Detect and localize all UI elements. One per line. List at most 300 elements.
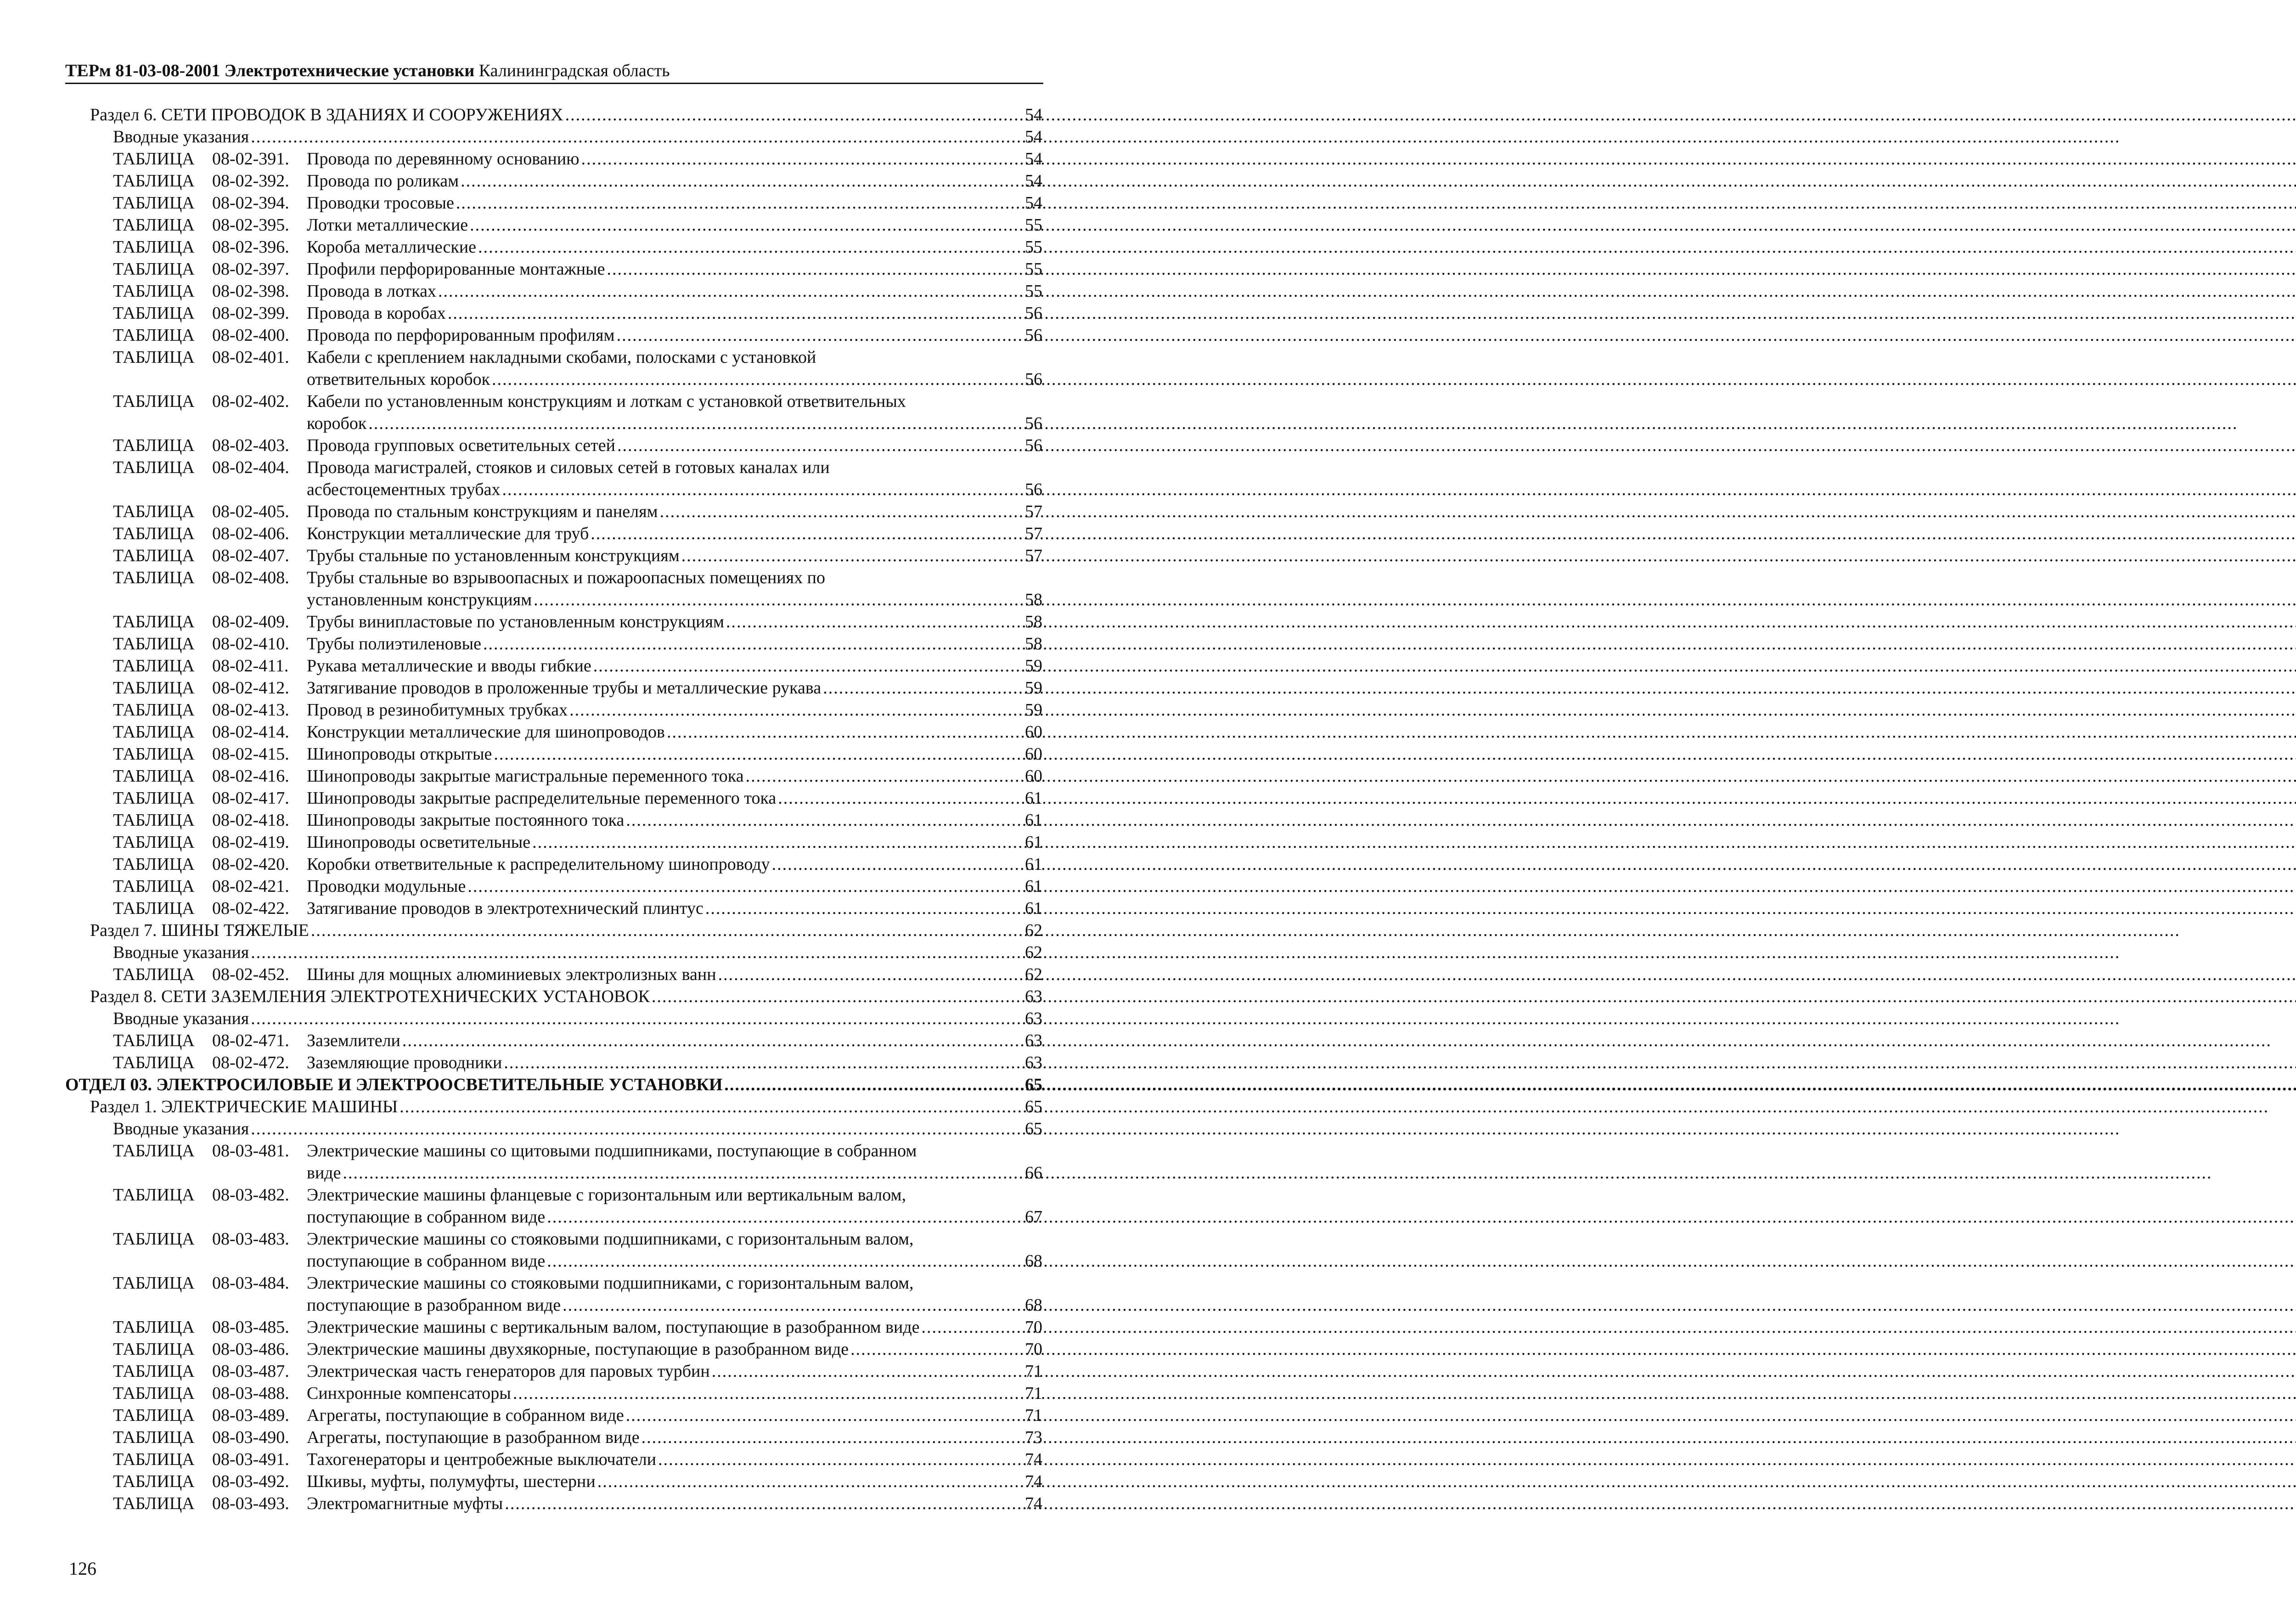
page-ref: 54	[1025, 171, 1042, 191]
table-label: ТАБЛИЦА	[113, 1229, 195, 1249]
table-label: ТАБЛИЦА	[113, 436, 195, 455]
toc-table-entry[interactable]	[307, 148, 1042, 170]
dot-leader	[494, 743, 1023, 765]
table-code: 08-02-407.	[212, 546, 289, 565]
toc-table-entry[interactable]	[307, 412, 1042, 434]
toc-table-entry[interactable]	[307, 523, 1042, 545]
table-code: 08-03-492.	[212, 1472, 289, 1491]
toc-table-entry-text: Синхронные компенсаторы	[307, 1384, 511, 1403]
toc-table-entry-text: Провода групповых осветительных сетей	[307, 436, 615, 455]
table-label: ТАБЛИЦА	[113, 1494, 195, 1513]
dot-leader	[513, 1382, 1023, 1404]
toc-section-text: Раздел 8. СЕТИ ЗАЗЕМЛЕНИЯ ЭЛЕКТРОТЕХНИЧЕСКИХ УСТАНОВОК	[90, 987, 650, 1006]
toc-table-entry[interactable]	[307, 236, 1042, 258]
dot-leader	[746, 765, 1023, 787]
dot-leader	[532, 831, 1023, 853]
page-ref: 57	[1025, 502, 1042, 521]
page-ref: 61	[1025, 811, 1042, 830]
table-label: ТАБЛИЦА	[113, 789, 195, 808]
page-ref: 56	[1025, 304, 1042, 323]
page-ref: 56	[1025, 480, 1042, 499]
toc-table-entry-text: поступающие в собранном виде	[307, 1251, 546, 1271]
page-number: 126	[69, 1558, 96, 1579]
page-ref: 65	[1025, 1119, 1042, 1138]
toc-table-entry-text: Трубы винипластовые по установленным конструкциям	[307, 612, 725, 631]
dot-leader	[400, 1096, 1023, 1118]
table-code: 08-03-489.	[212, 1406, 289, 1425]
toc-table-entry[interactable]	[307, 214, 1042, 236]
table-code: 08-03-485.	[212, 1318, 289, 1337]
toc-table-entry[interactable]	[307, 875, 1042, 897]
toc-table-entry-text: Короба металлические	[307, 237, 477, 257]
table-label: ТАБЛИЦА	[113, 1428, 195, 1447]
toc-table-entry[interactable]	[307, 787, 1042, 809]
table-label: ТАБЛИЦА	[113, 171, 195, 191]
dot-leader	[778, 787, 1023, 809]
dot-leader	[502, 479, 1023, 501]
table-label: ТАБЛИЦА	[113, 1362, 195, 1381]
dot-leader	[534, 589, 1023, 611]
table-label: ТАБЛИЦА	[113, 634, 195, 653]
table-title: Кабели с креплением накладными скобами, полосками с установкой	[307, 348, 816, 367]
page-ref: 73	[1025, 1428, 1042, 1447]
table-label: ТАБЛИЦА	[113, 546, 195, 565]
toc-table-entry-text: Агрегаты, поступающие в разобранном виде	[307, 1428, 640, 1447]
table-code: 08-02-397.	[212, 259, 289, 279]
table-label: ТАБЛИЦА	[113, 1053, 195, 1072]
toc-intro[interactable]	[113, 126, 1042, 148]
toc-table-entry-text: Заземлители	[307, 1031, 400, 1050]
dot-leader	[626, 1404, 1023, 1426]
table-code: 08-03-481.	[212, 1141, 289, 1160]
page-ref: 58	[1025, 634, 1042, 653]
table-label: ТАБЛИЦА	[113, 193, 195, 213]
table-code: 08-03-483.	[212, 1229, 289, 1249]
toc-table-entry[interactable]	[307, 501, 1042, 523]
toc-table-entry[interactable]	[307, 963, 1042, 986]
table-label: ТАБЛИЦА	[113, 744, 195, 764]
toc-table-entry-text: Рукава металлические и вводы гибкие	[307, 656, 591, 676]
page-ref: 61	[1025, 833, 1042, 852]
dot-leader	[402, 1030, 1023, 1052]
table-label: ТАБЛИЦА	[113, 304, 195, 323]
dot-leader	[617, 324, 1023, 346]
toc-table-entry[interactable]	[307, 1162, 1042, 1184]
dot-leader	[726, 611, 1023, 633]
toc-table-entry[interactable]	[307, 1052, 1042, 1074]
dot-leader	[448, 302, 1023, 324]
page-ref: 55	[1025, 215, 1042, 235]
page-ref: 63	[1025, 987, 1042, 1006]
table-label: ТАБЛИЦА	[113, 1406, 195, 1425]
table-code: 08-02-421.	[212, 877, 289, 896]
table-code: 08-02-419.	[212, 833, 289, 852]
page-ref: 61	[1025, 877, 1042, 896]
dot-leader	[581, 148, 1023, 170]
toc-table-entry-text: Профили перфорированные монтажные	[307, 259, 605, 279]
table-label: ТАБЛИЦА	[113, 282, 195, 301]
table-title: Электрические машины со щитовыми подшипниками, поступающие в собранном	[307, 1141, 917, 1160]
toc-intro-text: Вводные указания	[113, 943, 249, 962]
table-code: 08-02-418.	[212, 811, 289, 830]
table-label: ТАБЛИЦА	[113, 568, 195, 587]
toc-table-entry[interactable]	[307, 1404, 1042, 1426]
dot-leader	[823, 677, 1023, 699]
table-code: 08-02-472.	[212, 1053, 289, 1072]
toc-table-entry-text: Шинопроводы закрытые распределительные переменного тока	[307, 789, 777, 808]
table-label: ТАБЛИЦА	[113, 458, 195, 477]
dot-leader	[251, 941, 1023, 963]
table-code: 08-02-394.	[212, 193, 289, 213]
toc-intro[interactable]	[113, 941, 1042, 963]
dot-leader	[652, 986, 1023, 1008]
header-code: ТЕРм 81-03-08-2001	[65, 61, 220, 80]
toc-table-entry[interactable]	[307, 1448, 1042, 1470]
toc-table-entry[interactable]	[307, 655, 1042, 677]
toc-table-entry[interactable]	[307, 280, 1042, 302]
toc-table-entry[interactable]	[307, 324, 1042, 346]
toc-table-entry-text: Тахогенераторы и центробежные выключатели	[307, 1450, 657, 1469]
toc-section[interactable]	[90, 104, 1042, 126]
dot-leader	[563, 1294, 1023, 1316]
page-ref: 63	[1025, 1031, 1042, 1050]
dot-leader	[470, 214, 1023, 236]
page-ref: 65	[1025, 1075, 1042, 1094]
toc-table-entry[interactable]	[307, 743, 1042, 765]
table-code: 08-03-488.	[212, 1384, 289, 1403]
dot-leader	[617, 434, 1023, 456]
page-ref: 57	[1025, 546, 1042, 565]
toc-table-entry-text: Шинопроводы открытые	[307, 744, 492, 764]
table-label: ТАБЛИЦА	[113, 766, 195, 786]
dot-leader	[504, 1052, 1023, 1074]
dot-leader	[569, 699, 1023, 721]
toc-table-entry[interactable]	[307, 611, 1042, 633]
table-label: ТАБЛИЦА	[113, 1318, 195, 1337]
table-code: 08-02-404.	[212, 458, 289, 477]
toc-table-entry-text: Конструкции металлические для шинопроводов	[307, 722, 665, 742]
page-ref: 70	[1025, 1318, 1042, 1337]
toc-table-entry[interactable]	[307, 1382, 1042, 1404]
table-code: 08-03-484.	[212, 1273, 289, 1293]
page-ref: 55	[1025, 282, 1042, 301]
table-label: ТАБЛИЦА	[113, 1031, 195, 1050]
toc-table-entry[interactable]	[307, 1316, 1042, 1338]
table-label: ТАБЛИЦА	[113, 237, 195, 257]
page-ref: 59	[1025, 678, 1042, 698]
toc-table-entry[interactable]	[307, 192, 1042, 214]
table-code: 08-03-487.	[212, 1362, 289, 1381]
toc-table-entry[interactable]	[307, 1360, 1042, 1382]
toc-table-entry[interactable]	[307, 1426, 1042, 1448]
table-label: ТАБЛИЦА	[113, 700, 195, 720]
toc-table-entry-text: Провода по перфорированным профилям	[307, 326, 615, 345]
dot-leader	[467, 875, 1023, 897]
page-ref: 56	[1025, 326, 1042, 345]
toc-section[interactable]	[90, 986, 1042, 1008]
page-ref: 70	[1025, 1340, 1042, 1359]
table-code: 08-03-482.	[212, 1185, 289, 1205]
dot-leader	[642, 1426, 1023, 1448]
table-code: 08-02-415.	[212, 744, 289, 764]
page-ref: 66	[1025, 1163, 1042, 1183]
table-code: 08-02-413.	[212, 700, 289, 720]
page-ref: 62	[1025, 965, 1042, 984]
toc-table-entry-text: Провода в коробах	[307, 304, 446, 323]
table-code: 08-02-401.	[212, 348, 289, 367]
page-ref: 56	[1025, 370, 1042, 389]
table-label: ТАБЛИЦА	[113, 524, 195, 543]
page-ref: 54	[1025, 105, 1042, 124]
toc-table-entry[interactable]	[307, 699, 1042, 721]
toc-table-entry[interactable]	[307, 170, 1042, 192]
table-label: ТАБЛИЦА	[113, 348, 195, 367]
page-ref: 61	[1025, 855, 1042, 874]
toc-table-entry-text: Шинопроводы закрытые магистральные переменного тока	[307, 766, 744, 786]
dot-leader	[591, 523, 1023, 545]
header-region: Калининградская область	[478, 61, 670, 80]
page-ref: 54	[1025, 193, 1042, 213]
dot-leader	[667, 721, 1023, 743]
header-title: Электротехнические установки	[224, 61, 475, 80]
page-ref: 54	[1025, 127, 1042, 146]
page-ref: 71	[1025, 1406, 1042, 1425]
toc-table-entry-text: Провода в лотках	[307, 282, 436, 301]
toc-table-entry-text: Затягивание проводов в проложенные трубы и металлические рукава	[307, 678, 822, 698]
table-code: 08-02-420.	[212, 855, 289, 874]
header-rule	[65, 83, 1043, 84]
dot-leader	[368, 412, 1023, 434]
toc-table-entry-text: ответвительных коробок	[307, 370, 490, 389]
table-code: 08-02-395.	[212, 215, 289, 235]
toc-table-entry[interactable]	[307, 1338, 1042, 1360]
toc-table-entry-text: Провода по роликам	[307, 171, 459, 191]
table-label: ТАБЛИЦА	[113, 215, 195, 235]
toc-table-entry-text: Шинопроводы осветительные	[307, 833, 531, 852]
dot-leader	[251, 126, 1023, 148]
table-label: ТАБЛИЦА	[113, 1450, 195, 1469]
toc-table-entry-text: Электрические машины двухякорные, поступающие в разобранном виде	[307, 1340, 849, 1359]
toc-intro[interactable]	[113, 1008, 1042, 1030]
toc-intro-text: Вводные указания	[113, 127, 249, 146]
toc-table-entry-text: Затягивание проводов в электротехнический плинтус	[307, 899, 703, 918]
table-code: 08-02-405.	[212, 502, 289, 521]
toc-table-entry[interactable]	[307, 633, 1042, 655]
dot-leader	[593, 655, 1023, 677]
table-label: ТАБЛИЦА	[113, 612, 195, 631]
toc-table-entry[interactable]	[307, 853, 1042, 875]
table-label: ТАБЛИЦА	[113, 855, 195, 874]
page-ref: 71	[1025, 1362, 1042, 1381]
toc-table-entry-text: виде	[307, 1163, 341, 1183]
table-code: 08-03-490.	[212, 1428, 289, 1447]
table-label: ТАБЛИЦА	[113, 811, 195, 830]
table-code: 08-02-408.	[212, 568, 289, 587]
toc-intro[interactable]	[113, 1118, 1042, 1140]
page-ref: 65	[1025, 1097, 1042, 1116]
table-code: 08-02-409.	[212, 612, 289, 631]
table-code: 08-02-417.	[212, 789, 289, 808]
page-ref: 55	[1025, 237, 1042, 257]
dot-leader	[565, 104, 1023, 126]
page-ref: 59	[1025, 656, 1042, 676]
page-ref: 63	[1025, 1053, 1042, 1072]
table-title: Электрические машины фланцевые с горизонтальным или вертикальным валом,	[307, 1185, 906, 1205]
page-ref: 58	[1025, 590, 1042, 609]
table-code: 08-02-400.	[212, 326, 289, 345]
table-code: 08-02-410.	[212, 634, 289, 653]
toc-table-entry-text: Провода по деревянному основанию	[307, 149, 580, 169]
toc-table-entry-text: установленным конструкциям	[307, 590, 532, 609]
page-ref: 60	[1025, 744, 1042, 764]
table-code: 08-02-396.	[212, 237, 289, 257]
page-ref: 74	[1025, 1450, 1042, 1469]
toc-table-entry-text: Шины для мощных алюминиевых электролизных ванн	[307, 965, 716, 984]
page-ref: 68	[1025, 1251, 1042, 1271]
toc-section-text: Раздел 1. ЭЛЕКТРИЧЕСКИЕ МАШИНЫ	[90, 1097, 398, 1116]
table-code: 08-02-422.	[212, 899, 289, 918]
table-label: ТАБЛИЦА	[113, 877, 195, 896]
toc-section-text: Раздел 7. ШИНЫ ТЯЖЕЛЫЕ	[90, 921, 309, 940]
table-code: 08-02-406.	[212, 524, 289, 543]
dot-leader	[681, 545, 1023, 567]
toc-intro-text: Вводные указания	[113, 1119, 249, 1138]
dot-leader	[461, 170, 1023, 192]
page-ref: 68	[1025, 1296, 1042, 1315]
table-code: 08-02-412.	[212, 678, 289, 698]
table-title: Провода магистралей, стояков и силовых сетей в готовых каналах или	[307, 458, 830, 477]
toc-table-entry[interactable]	[307, 545, 1042, 567]
dot-leader	[547, 1250, 1023, 1272]
dot-leader	[626, 809, 1023, 831]
dot-leader	[658, 1448, 1023, 1470]
dot-leader	[660, 501, 1023, 523]
table-label: ТАБЛИЦА	[113, 1340, 195, 1359]
toc-table-entry-text: Агрегаты, поступающие в собранном виде	[307, 1406, 624, 1425]
dot-leader	[597, 1470, 1023, 1493]
toc-table-entry[interactable]	[307, 1250, 1042, 1272]
toc-table-entry[interactable]	[307, 302, 1042, 324]
dot-leader	[850, 1338, 1023, 1360]
page-ref: 61	[1025, 899, 1042, 918]
toc-table-entry-text: Провод в резинобитумных трубках	[307, 700, 568, 720]
toc-table-entry[interactable]	[307, 765, 1042, 787]
toc-table-entry[interactable]	[307, 258, 1042, 280]
toc-table-entry-text: Электромагнитные муфты	[307, 1494, 503, 1513]
toc-table-entry-text: Провода по стальным конструкциям и панелям	[307, 502, 658, 521]
table-label: ТАБЛИЦА	[113, 678, 195, 698]
page-ref: 60	[1025, 722, 1042, 742]
toc-table-entry[interactable]	[307, 368, 1042, 390]
table-title: Электрические машины со стояковыми подшипниками, с горизонтальным валом,	[307, 1273, 914, 1293]
toc-table-entry-text: асбестоцементных трубах	[307, 480, 501, 499]
toc-table-entry[interactable]	[307, 589, 1042, 611]
table-label: ТАБЛИЦА	[113, 1384, 195, 1403]
page-ref: 57	[1025, 524, 1042, 543]
toc-table-entry[interactable]	[307, 721, 1042, 743]
table-title: Кабели по установленным конструкциям и лоткам с установкой ответвительных	[307, 392, 906, 411]
toc-table-entry[interactable]	[307, 1294, 1042, 1316]
toc-department-text: ОТДЕЛ 03. ЭЛЕКТРОСИЛОВЫЕ И ЭЛЕКТРООСВЕТИТЕЛЬНЫЕ УСТАНОВКИ	[65, 1075, 723, 1094]
toc-table-entry[interactable]	[307, 897, 1042, 919]
page-ref: 62	[1025, 943, 1042, 962]
toc-table-entry[interactable]	[307, 809, 1042, 831]
dot-leader	[251, 1008, 1023, 1030]
toc-section[interactable]	[90, 919, 1042, 941]
table-label: ТАБЛИЦА	[113, 899, 195, 918]
table-label: ТАБЛИЦА	[113, 149, 195, 169]
toc-table-entry-text: Лотки металлические	[307, 215, 468, 235]
page-ref: 54	[1025, 149, 1042, 169]
table-title: Трубы стальные во взрывоопасных и пожароопасных помещениях по	[307, 568, 825, 587]
dot-leader	[718, 963, 1023, 986]
toc-table-entry-text: Проводки тросовые	[307, 193, 454, 213]
table-code: 08-03-493.	[212, 1494, 289, 1513]
toc-table-entry-text: Коробки ответвительные к распределительному шинопроводу	[307, 855, 770, 874]
toc-table-entry[interactable]	[307, 434, 1042, 456]
toc-table-entry-text: Заземляющие проводники	[307, 1053, 502, 1072]
page-ref: 67	[1025, 1207, 1042, 1227]
table-code: 08-02-411.	[212, 656, 289, 676]
toc-table-entry-text: Шинопроводы закрытые постоянного тока	[307, 811, 625, 830]
table-label: ТАБЛИЦА	[113, 965, 195, 984]
dot-leader	[251, 1118, 1023, 1140]
dot-leader	[607, 258, 1023, 280]
toc-intro-text: Вводные указания	[113, 1009, 249, 1028]
table-code: 08-02-416.	[212, 766, 289, 786]
table-code: 08-02-398.	[212, 282, 289, 301]
dot-leader	[311, 919, 1023, 941]
page-ref: 74	[1025, 1472, 1042, 1491]
table-label: ТАБЛИЦА	[113, 1273, 195, 1293]
toc-table-entry[interactable]	[307, 1030, 1042, 1052]
toc-table-entry-text: Электрические машины с вертикальным валом, поступающие в разобранном виде	[307, 1318, 920, 1337]
table-label: ТАБЛИЦА	[113, 833, 195, 852]
toc-table-entry-text: коробок	[307, 414, 367, 433]
table-label: ТАБЛИЦА	[113, 502, 195, 521]
toc-table-entry-text: поступающие в разобранном виде	[307, 1296, 561, 1315]
toc-section[interactable]	[90, 1096, 1042, 1118]
toc-table-entry[interactable]	[307, 1470, 1042, 1493]
page-ref: 56	[1025, 436, 1042, 455]
dot-leader	[724, 1074, 1023, 1096]
table-code: 08-02-402.	[212, 392, 289, 411]
toc-table-entry[interactable]	[307, 1493, 1042, 1515]
toc-table-entry-text: Конструкции металлические для труб	[307, 524, 589, 543]
dot-leader	[492, 368, 1023, 390]
dot-leader	[772, 853, 1023, 875]
toc-table-entry[interactable]	[307, 677, 1042, 699]
dot-leader	[483, 633, 1023, 655]
toc-table-entry[interactable]	[307, 831, 1042, 853]
table-label: ТАБЛИЦА	[113, 326, 195, 345]
toc-table-entry[interactable]	[307, 479, 1042, 501]
table-code: 08-02-399.	[212, 304, 289, 323]
table-code: 08-02-403.	[212, 436, 289, 455]
table-label: ТАБЛИЦА	[113, 722, 195, 742]
dot-leader	[922, 1316, 1023, 1338]
toc-table-entry[interactable]	[307, 1206, 1042, 1228]
toc-department[interactable]	[65, 1074, 1042, 1096]
toc-table-entry-text: Проводки модульные	[307, 877, 466, 896]
toc-table-entry-text: Трубы полиэтиленовые	[307, 634, 482, 653]
table-code: 08-02-392.	[212, 171, 289, 191]
table-label: ТАБЛИЦА	[113, 656, 195, 676]
toc-table-entry-text: Шкивы, муфты, полумуфты, шестерни	[307, 1472, 596, 1491]
dot-leader	[456, 192, 1023, 214]
toc-table-entry-text: поступающие в собранном виде	[307, 1207, 546, 1227]
dot-leader	[547, 1206, 1023, 1228]
